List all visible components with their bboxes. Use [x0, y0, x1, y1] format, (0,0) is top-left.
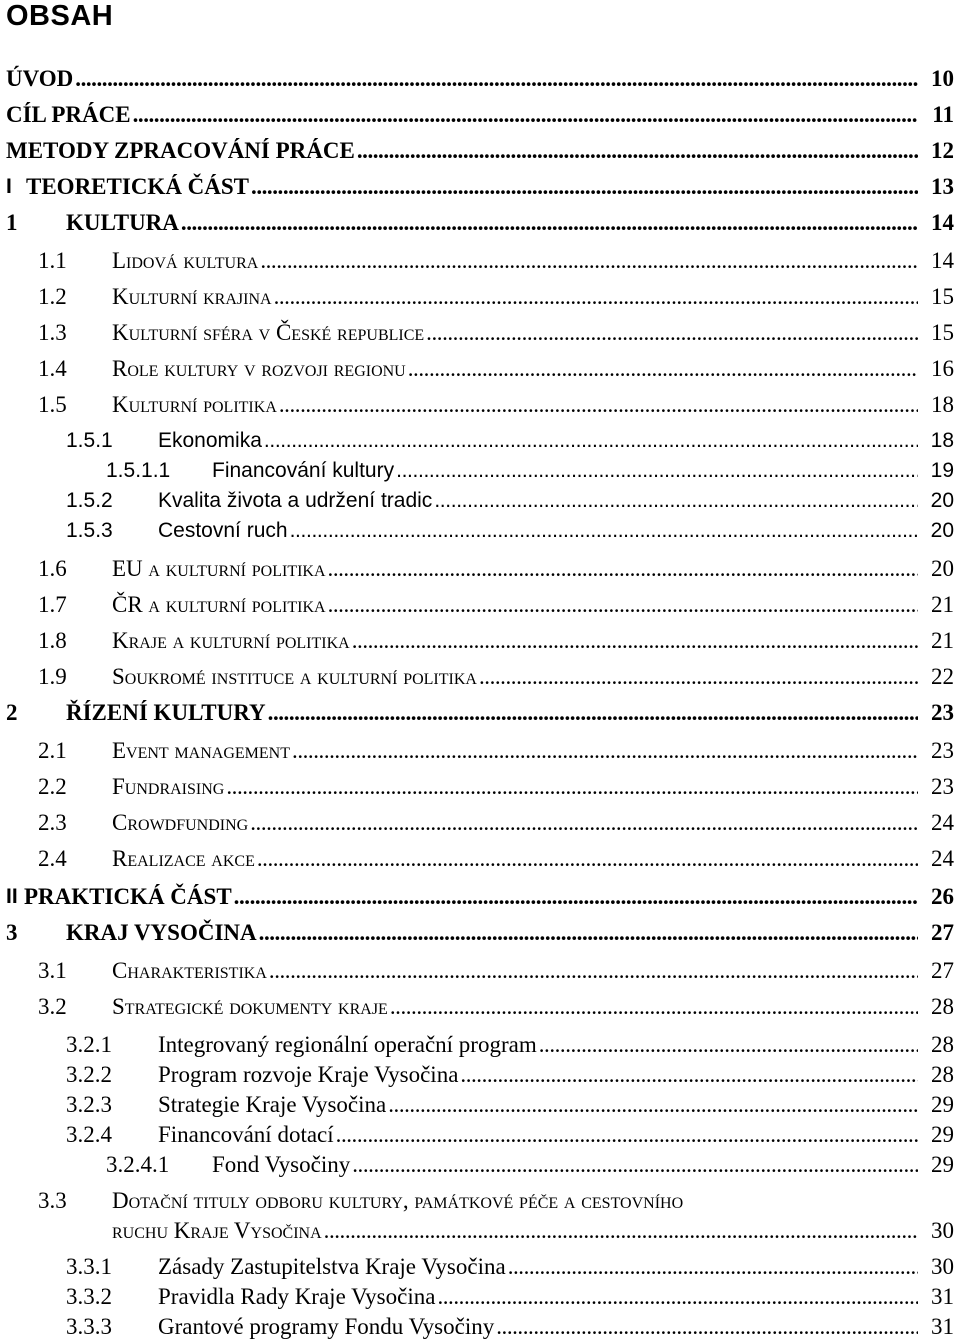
toc-entry[interactable] [0, 1254, 960, 1280]
toc-entry[interactable] [0, 428, 960, 454]
toc-page-number: 21 [931, 592, 954, 617]
toc-page-number: 14 [931, 248, 954, 273]
toc-page-number: 24 [931, 846, 954, 871]
toc-number: 1.2 [38, 284, 67, 309]
toc-page-number: 29 [931, 1122, 954, 1147]
toc-leader [292, 738, 918, 764]
toc-number: 1.9 [38, 664, 67, 689]
toc-entry[interactable] [0, 1218, 960, 1244]
toc-number: 3 [6, 920, 18, 945]
toc-number: I [6, 175, 12, 198]
toc-leader [390, 994, 918, 1020]
toc-leader [479, 664, 918, 690]
toc-leader [352, 628, 918, 654]
toc-entry[interactable] [0, 518, 960, 544]
toc-number: 3.1 [38, 958, 67, 983]
toc-title[interactable]: Dotační tituly odboru kultury, památkové péče a cestovního [112, 1188, 684, 1213]
toc-number: 1.7 [38, 592, 67, 617]
toc-leader [264, 428, 918, 454]
toc-title: ÚVOD [6, 66, 74, 91]
toc-page-number: 29 [931, 1092, 954, 1117]
toc-page-number: 23 [931, 738, 954, 763]
toc-title: Ekonomika [158, 429, 262, 452]
toc-entry[interactable] [0, 592, 960, 618]
toc-leader [257, 846, 918, 872]
toc-number: 3.2.4.1 [106, 1152, 170, 1177]
toc-page-number: 22 [931, 664, 954, 689]
toc-page-number: 18 [931, 392, 954, 417]
toc-page-number: 23 [931, 700, 954, 725]
toc-entry[interactable] [0, 556, 960, 582]
toc-entry[interactable] [0, 628, 960, 654]
toc-title-continuation: ruchu Kraje Vysočina [112, 1218, 322, 1243]
toc-entry[interactable] [0, 356, 960, 382]
toc-title: Fond Vysočiny [212, 1152, 351, 1177]
toc-title: Event management [112, 738, 291, 763]
toc-title: PRAKTICKÁ ČÁST [24, 884, 232, 909]
toc-number: 3.2.2 [66, 1062, 112, 1087]
toc-number: 3.3.2 [66, 1284, 112, 1309]
toc-page-number: 20 [931, 556, 954, 581]
toc-title: Cestovní ruch [158, 519, 288, 542]
toc-title: Kulturní krajina [112, 284, 272, 309]
toc-leader [324, 1218, 918, 1244]
toc-title: ČR a kulturní politika [112, 592, 326, 617]
toc-number: 1.6 [38, 556, 67, 581]
toc-title: Charakteristika [112, 958, 267, 983]
toc-entry[interactable] [0, 994, 960, 1020]
toc-title: Crowdfunding [112, 810, 249, 835]
toc-leader [328, 556, 918, 582]
toc-page-number: 28 [931, 1062, 954, 1087]
toc-leader [336, 1122, 918, 1148]
toc-leader [274, 284, 918, 310]
toc-page-number: 15 [931, 320, 954, 345]
toc-title: Kulturní politika [112, 392, 277, 417]
toc-number: 3.3.3 [66, 1314, 112, 1339]
toc-entry[interactable] [0, 700, 960, 726]
toc-leader [396, 458, 918, 484]
toc-number: 2 [6, 700, 18, 725]
toc-number: 1.5.1.1 [106, 459, 171, 482]
toc-title: Zásady Zastupitelstva Kraje Vysočina [158, 1254, 506, 1279]
toc-number: 2.4 [38, 846, 67, 871]
toc-number: 3.2 [38, 994, 67, 1019]
toc-number: 1.3 [38, 320, 67, 345]
toc-page-number: 15 [931, 284, 954, 309]
toc-number: 3.2.1 [66, 1032, 112, 1057]
toc-page-number: 14 [931, 210, 954, 235]
toc-entry[interactable] [0, 1122, 960, 1148]
toc-page-number: 20 [930, 489, 954, 512]
toc-leader [437, 1284, 918, 1310]
toc-page-number: 23 [931, 774, 954, 799]
toc-entry[interactable] [0, 958, 960, 984]
toc-page-number: 30 [931, 1218, 954, 1243]
toc-entry[interactable] [0, 1032, 960, 1058]
toc-entry[interactable] [0, 1284, 960, 1310]
toc-title: Grantové programy Fondu Vysočiny [158, 1314, 495, 1339]
toc-leader [460, 1062, 918, 1088]
toc-title: Strategie Kraje Vysočina [158, 1092, 387, 1117]
toc-entry[interactable] [0, 1062, 960, 1088]
toc-title: KULTURA [66, 210, 179, 235]
toc-title: Pravidla Rady Kraje Vysočina [158, 1284, 436, 1309]
toc-leader [133, 102, 918, 128]
toc-entry[interactable] [0, 846, 960, 872]
toc-number: 2.1 [38, 738, 67, 763]
toc-title: EU a kulturní politika [112, 556, 326, 581]
toc-number: 3.3 [38, 1188, 67, 1213]
toc-title: METODY ZPRACOVÁNÍ PRÁCE [6, 138, 355, 163]
toc-entry[interactable] [0, 320, 960, 346]
toc-leader [260, 248, 918, 274]
toc-number: 2.3 [38, 810, 67, 835]
toc-page-number: 29 [931, 1152, 954, 1177]
toc-title: ŘÍZENÍ KULTURY [66, 700, 266, 725]
toc-entry[interactable] [0, 738, 960, 764]
toc-number: 3.2.3 [66, 1092, 112, 1117]
toc-leader [352, 1152, 918, 1178]
toc-number: 1.8 [38, 628, 67, 653]
toc-entry[interactable] [0, 488, 960, 514]
toc-leader [279, 392, 918, 418]
toc-number: 3.2.4 [66, 1122, 112, 1147]
toc-entry[interactable] [0, 774, 960, 800]
toc-leader [234, 884, 918, 910]
toc-title: CÍL PRÁCE [6, 102, 131, 127]
toc-page-number: 30 [931, 1254, 954, 1279]
toc-title: Fundraising [112, 774, 225, 799]
toc-number: 1.5.2 [66, 489, 113, 512]
toc-title: Kulturní sféra v České republice [112, 320, 425, 345]
toc-number: 1.5.3 [66, 519, 113, 542]
toc-title: Soukromé instituce a kulturní politika [112, 664, 477, 689]
toc-leader [75, 66, 918, 92]
toc-title: Kvalita života a udržení tradic [158, 489, 433, 512]
toc-number: 1 [6, 210, 18, 235]
toc-page-number: 12 [931, 138, 954, 163]
toc-title: KRAJ VYSOČINA [66, 920, 257, 945]
toc-page-number: 24 [931, 810, 954, 835]
toc-page-number: 11 [932, 102, 954, 127]
toc-entry[interactable] [0, 1314, 960, 1340]
toc-entry[interactable] [0, 1092, 960, 1118]
toc-page-number: 20 [930, 519, 954, 542]
toc-leader [388, 1092, 918, 1118]
toc-title: Integrovaný regionální operační program [158, 1032, 537, 1057]
toc-title: Financování dotací [158, 1122, 334, 1147]
toc-page-number: 26 [931, 884, 954, 909]
toc-leader [181, 210, 918, 236]
toc-entry[interactable] [0, 920, 960, 946]
toc-leader [268, 700, 918, 726]
toc-entry[interactable] [0, 102, 960, 128]
toc-leader [426, 320, 918, 346]
toc-entry[interactable] [0, 664, 960, 690]
toc-entry[interactable] [0, 138, 960, 164]
toc-leader [259, 920, 918, 946]
toc-leader [539, 1032, 918, 1058]
toc-number: 2.2 [38, 774, 67, 799]
toc-page-number: 21 [931, 628, 954, 653]
toc-entry[interactable] [0, 884, 960, 910]
toc-entry[interactable] [0, 284, 960, 310]
toc-leader [496, 1314, 918, 1340]
toc-entry[interactable] [0, 66, 960, 92]
toc-leader [328, 592, 918, 618]
toc-entry[interactable] [0, 810, 960, 836]
toc-leader [269, 958, 918, 984]
toc-leader [508, 1254, 918, 1280]
toc-title: TEORETICKÁ ČÁST [26, 174, 250, 199]
toc-entry[interactable] [0, 458, 960, 484]
toc-title: Strategické dokumenty kraje [112, 994, 388, 1019]
toc-page-number: 28 [931, 1032, 954, 1057]
toc-entry[interactable] [0, 210, 960, 236]
toc-number: 1.4 [38, 356, 67, 381]
toc-number: 3.3.1 [66, 1254, 112, 1279]
toc-leader [357, 138, 918, 164]
toc-page-number: 27 [931, 958, 954, 983]
toc-entry[interactable] [0, 248, 960, 274]
toc-page-number: 18 [930, 429, 954, 452]
toc-page-number: 28 [931, 994, 954, 1019]
toc-entry[interactable] [0, 1152, 960, 1178]
toc-page-number: 13 [931, 174, 954, 199]
toc-title: Lidová kultura [112, 248, 259, 273]
toc-title: Realizace akce [112, 846, 255, 871]
toc-leader [226, 774, 918, 800]
toc-leader [434, 488, 918, 514]
toc-page-number: 31 [931, 1284, 954, 1309]
toc-title: Financování kultury [212, 459, 395, 482]
toc-title: Program rozvoje Kraje Vysočina [158, 1062, 459, 1087]
toc-leader [290, 518, 918, 544]
toc-page-number: 16 [931, 356, 954, 381]
toc-page-number: 27 [931, 920, 954, 945]
toc-number: II [6, 885, 18, 908]
toc-leader [251, 174, 918, 200]
toc-number: 1.5.1 [66, 429, 113, 452]
toc-entry[interactable] [0, 174, 960, 200]
page-title: OBSAH [6, 0, 114, 32]
toc-number: 1.1 [38, 248, 67, 273]
toc-leader [250, 810, 918, 836]
toc-page-number: 10 [931, 66, 954, 91]
toc-entry[interactable] [0, 392, 960, 418]
toc-number: 1.5 [38, 392, 67, 417]
toc-title: Role kultury v rozvoji regionu [112, 356, 406, 381]
toc-leader [408, 356, 918, 382]
toc-page-number: 19 [930, 459, 954, 482]
toc-page-number: 31 [931, 1314, 954, 1339]
toc-title: Kraje a kulturní politika [112, 628, 350, 653]
